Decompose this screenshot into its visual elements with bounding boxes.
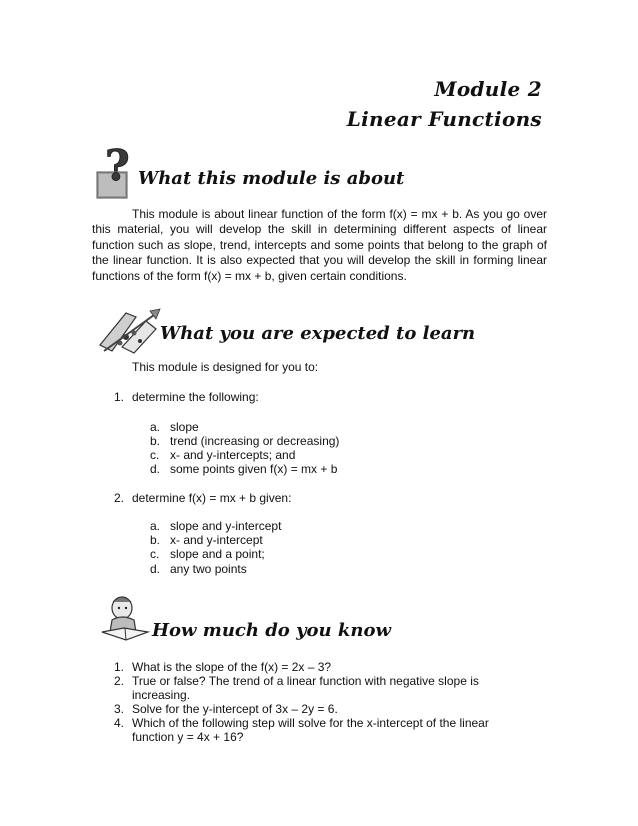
- list-item-number: 1.: [114, 390, 125, 404]
- sub-item-letter: c.: [150, 547, 160, 561]
- sub-item-letter: a.: [150, 519, 161, 533]
- school-supplies-icon: [96, 307, 162, 357]
- question-text: What is the slope of the f(x) = 2x – 3?: [132, 660, 332, 674]
- sub-item-letter: b.: [150, 434, 161, 448]
- sub-item: slope and y-intercept: [170, 519, 282, 533]
- list-item: determine f(x) = mx + b given:: [132, 491, 292, 505]
- question-text: True or false? The trend of a linear function with negative slope is: [132, 674, 479, 688]
- svg-text:?: ?: [105, 142, 130, 190]
- sub-item-letter: b.: [150, 533, 161, 547]
- module-number: Module 2: [434, 77, 542, 101]
- sub-item: x- and y-intercept: [170, 533, 263, 547]
- list-item-number: 2.: [114, 491, 125, 505]
- question-mark-icon: [95, 142, 143, 200]
- module-name: Linear Functions: [346, 107, 542, 131]
- sub-item-letter: d.: [150, 462, 161, 476]
- section-heading-know: How much do you know: [152, 620, 391, 641]
- sub-item-letter: c.: [150, 448, 160, 462]
- student-reading-icon: [98, 594, 152, 642]
- question-text-continued: function y = 4x + 16?: [132, 730, 244, 744]
- sub-item: slope and a point;: [170, 547, 265, 561]
- sub-item-letter: d.: [150, 562, 161, 576]
- sub-item: slope: [170, 420, 199, 434]
- question-number: 4.: [114, 716, 125, 730]
- question-text: Solve for the y-intercept of 3x – 2y = 6.: [132, 702, 338, 716]
- question-text-continued: increasing.: [132, 688, 191, 702]
- list-item: determine the following:: [132, 390, 259, 404]
- question-text: Which of the following step will solve for the x-intercept of the linear: [132, 716, 489, 730]
- sub-item: x- and y-intercepts; and: [170, 448, 296, 462]
- sub-item: some points given f(x) = mx + b: [170, 462, 338, 476]
- section-heading-about: What this module is about: [138, 168, 405, 189]
- section-heading-expected: What you are expected to learn: [160, 323, 476, 344]
- sub-item: any two points: [170, 562, 247, 576]
- expected-intro: This module is designed for you to:: [132, 360, 319, 374]
- sub-item-letter: a.: [150, 420, 161, 434]
- about-paragraph: This module is about linear function of the form f(x) = mx + b. As you go over this material, you will develop the skill in determining different aspects of linear function such as slope, trend, intercepts and some points that belong to the graph of the linear function. It is also expected that you will develop the skill in forming linear functions of the form f(x) = mx + b, given certain conditions.: [92, 207, 547, 283]
- sub-item: trend (increasing or decreasing): [170, 434, 340, 448]
- question-number: 2.: [114, 674, 125, 688]
- question-number: 3.: [114, 702, 125, 716]
- module-title: [347, 74, 542, 134]
- question-number: 1.: [114, 660, 125, 674]
